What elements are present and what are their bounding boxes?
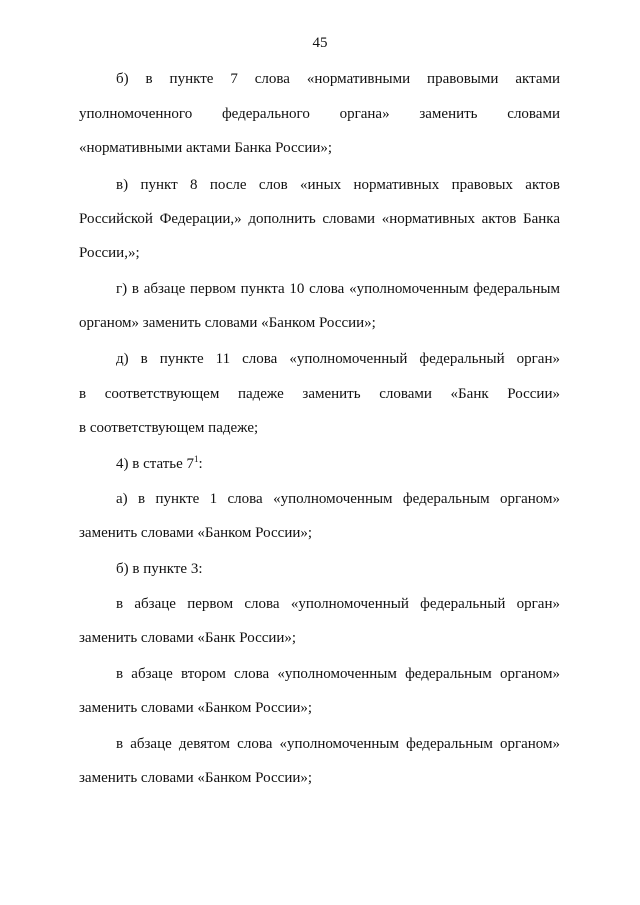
paragraph-line: в соответствующем падеже заменить словами «Банк России» [79,386,560,402]
article-superscript: 1 [194,454,199,464]
paragraph-line: Российской Федерации,» дополнить словами «нормативных актов Банка [79,211,560,227]
paragraph-line: заменить словами «Банком России»; [79,525,313,541]
paragraph-line: заменить словами «Банком России»; [79,700,313,716]
article-text: 4) в статье 7 [116,456,195,472]
paragraph-line: заменить словами «Банком России»; [79,770,313,786]
page-number: 45 [312,35,328,51]
paragraph-line: в абзаце первом слова «уполномоченный федеральный орган» [116,596,560,612]
paragraph-line: в абзаце втором слова «уполномоченным федеральным органом» [116,666,560,682]
paragraph-line: б) в пункте 3: [116,561,203,577]
paragraph-line: б) в пункте 7 слова «нормативными правовыми актами [116,71,560,87]
paragraph-line-article [116,454,560,474]
paragraph-line: «нормативными актами Банка России»; [79,140,333,156]
paragraph-line: г) в абзаце первом пункта 10 слова «уполномоченным федеральным [116,281,560,297]
paragraph-line: уполномоченного федерального органа» заменить словами [79,106,560,122]
paragraph-line: в) пункт 8 после слов «иных нормативных правовых актов [116,177,560,193]
paragraph-line: в абзаце девятом слова «уполномоченным федеральным органом» [116,736,560,752]
paragraph-line: д) в пункте 11 слова «уполномоченный федеральный орган» [116,351,560,367]
paragraph-line: заменить словами «Банк России»; [79,630,297,646]
paragraph-line: а) в пункте 1 слова «уполномоченным федеральным органом» [116,491,560,507]
paragraph-line: России,»; [79,245,140,261]
paragraph-line: органом» заменить словами «Банком России»; [79,315,376,331]
article-colon: : [198,456,203,472]
paragraph-line: в соответствующем падеже; [79,420,259,436]
